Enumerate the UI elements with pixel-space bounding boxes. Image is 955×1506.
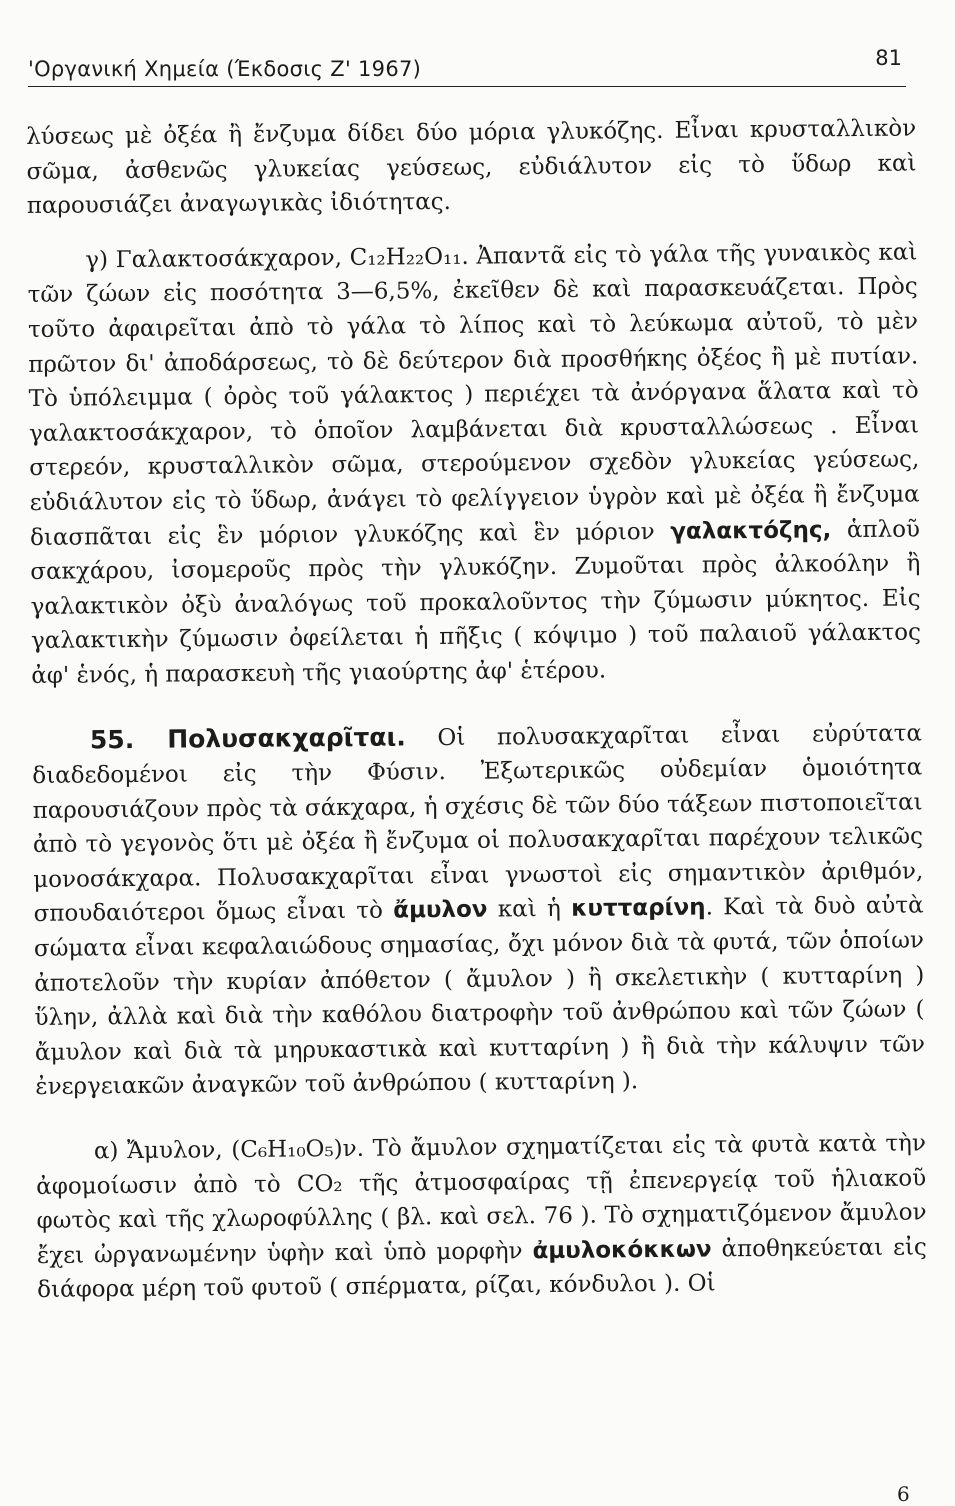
paragraph-text: ἁπλοῦ σακχάρου, ἰσομεροῦς πρὸς τὴν γλυκόζην. Ζυμοῦται πρὸς ἀλκοόλην ἢ γαλακτικὸν ὀξὺ ἀναλόγως τοῦ προκαλοῦντος τὴν ζύμωσιν μύκητος. Εἰς γαλακτικὴν ζύμωσιν ὀφείλεται ἡ πῆξις ( κόψιμο ) τοῦ παλαιοῦ γάλακτος ἀφ' ἑνός, ἡ παρασκευὴ τῆς γιαούρτης ἀφ' ἑτέρου.: [30, 515, 922, 689]
bold-term-starch: ἄμυλον: [393, 897, 488, 924]
signature-mark: 6: [897, 1482, 910, 1506]
running-title: 'Οργανική Χημεία (Έκδοσις Ζ' 1967): [28, 57, 422, 81]
paragraph-text: ἀποθηκεύεται εἰς διάφορα μέρη τοῦ φυτοῦ ( σπέρματα, ρίζαι, κόνδυλοι ). Οἱ: [37, 1234, 927, 1304]
paragraph-continuation: [26, 111, 917, 223]
page-body: [26, 111, 927, 1307]
bold-term-starch-grains: ἀμυλοκόκκων: [532, 1236, 712, 1265]
paragraph-starch: [36, 1126, 928, 1308]
page-number: 81: [875, 46, 902, 70]
bold-term-cellulose: κυτταρίνη: [571, 894, 706, 923]
paragraph-text: λύσεως μὲ ὀξέα ἢ ἔνζυμα δίδει δύο μόρια γλυκόζης. Εἶναι κρυσταλλικὸν σῶμα, ἀσθενῶς γλυκείας γεύσεως, εὐδιάλυτον εἰς τὸ ὕδωρ καὶ παρουσιάζει ἀναγωγικὰς ἰδιότητας.: [26, 115, 917, 220]
bold-term-galactose: γαλακτόζης,: [670, 516, 832, 545]
paragraph-text: . Καὶ τὰ δυὸ αὐτὰ σώματα εἶναι κεφαλαιώδους σημασίας, ὄχι μόνον διὰ τὰ φυτά, τῶν ὁποίων ἀποτελοῦν τὴν κυρίαν ἀπόθετον ( ἄμυλον ) ἢ σκελετικὴν ( κυτταρίνη ) ὕλην, ἀλλὰ καὶ διὰ τὴν καθόλου διατροφὴν τοῦ ἀνθρώπου καὶ τῶν ζώων ( ἄμυλον καὶ διὰ τὰ μηρυκαστικὰ καὶ κυτταρίνη ) ἢ διὰ τὴν κάλυψιν τῶν ἐνεργειακῶν ἀναγκῶν τοῦ ἀνθρώπου ( κυτταρίνη ).: [33, 892, 926, 1101]
paragraph-text: γ) Γαλακτοσάκχαρον, C₁₂H₂₂O₁₁. Ἀπαντᾶ εἰς τὸ γάλα τῆς γυναικὸς καὶ τῶν ζώων εἰς ποσότητα 3—6,5%, ἐκεῖθεν δὲ καὶ παρασκευάζεται. Πρὸς τοῦτο ἀφαιρεῖται ἀπὸ τὸ γάλα τὸ λίπος καὶ τὸ λεύκωμα αὐτοῦ, τὸ μὲν πρῶτον δι' ἀποδάρσεως, τὸ δὲ δεύτερον διὰ προσθήκης ὀξέος ἢ μὲ πυτίαν. Τὸ ὑπόλειμμα ( ὀρὸς τοῦ γάλακτος ) περιέχει τὰ ἀνόργανα ἅλατα καὶ τὸ γαλακτοσάκχαρον, τὸ ὁποῖον λαμβάνεται διὰ κρυσταλλώσεως . Εἶναι στερεόν, κρυσταλλικὸν σῶμα, στερούμενον σχεδὸν γλυκείας γεύσεως, εὐδιάλυτον εἰς τὸ ὕδωρ, ἀνάγει τὸ φελίγγειον ὑγρὸν καὶ μὲ ὀξέα ἢ ἔνζυμα διασπᾶται εἰς ἓν μόριον γλυκόζης καὶ ἓν μόριον: [27, 239, 920, 551]
paragraph-galactose-sugar: [27, 235, 921, 693]
section-heading: 55. Πολυσακχαρῖται.: [89, 721, 406, 754]
paragraph-text: α) Ἄμυλον, (C₆H₁₀O₅)ν. Τὸ ἄμυλον σχηματίζεται εἰς τὰ φυτὰ κατὰ τὴν ἀφομοίωσιν ἀπὸ τὸ CO₂ τῆς ἀτμοσφαίρας τῇ ἐπενεργείᾳ τοῦ ἡλιακοῦ φωτὸς καὶ τῆς χλωροφύλλης ( βλ. καὶ σελ. 76 ). Τὸ σχηματιζόμενον ἄμυλον ἔχει ὠργανωμένην ὑφὴν καὶ ὑπὸ μορφὴν: [36, 1130, 927, 1269]
paragraph-text: καὶ ἡ: [487, 896, 572, 924]
paragraph-text: Οἱ πολυσακχαρῖται εἶναι εὐρύτατα διαδεδομένοι εἰς τὴν Φύσιν. Ἐξωτερικῶς οὐδεμίαν ὁμοιότητα παρουσιάζουν πρὸς τὰ σάκχαρα, ἡ σχέσις δὲ τῶν δύο τάξεων πιστοποιεῖται ἀπὸ τὸ γεγονὸς ὅτι μὲ ὀξέα ἢ ἔνζυμα οἱ πολυσακχαρῖται παρέχουν τελικῶς μονοσάκχαρα. Πολυσακχαρῖται εἶναι γνωστοὶ εἰς σημαντικὸν ἀριθμόν, σπουδαιότεροι ὅμως εἶναι τὸ: [32, 719, 924, 928]
page-header: [28, 40, 906, 87]
section-55-polysaccharides: [32, 715, 926, 1105]
